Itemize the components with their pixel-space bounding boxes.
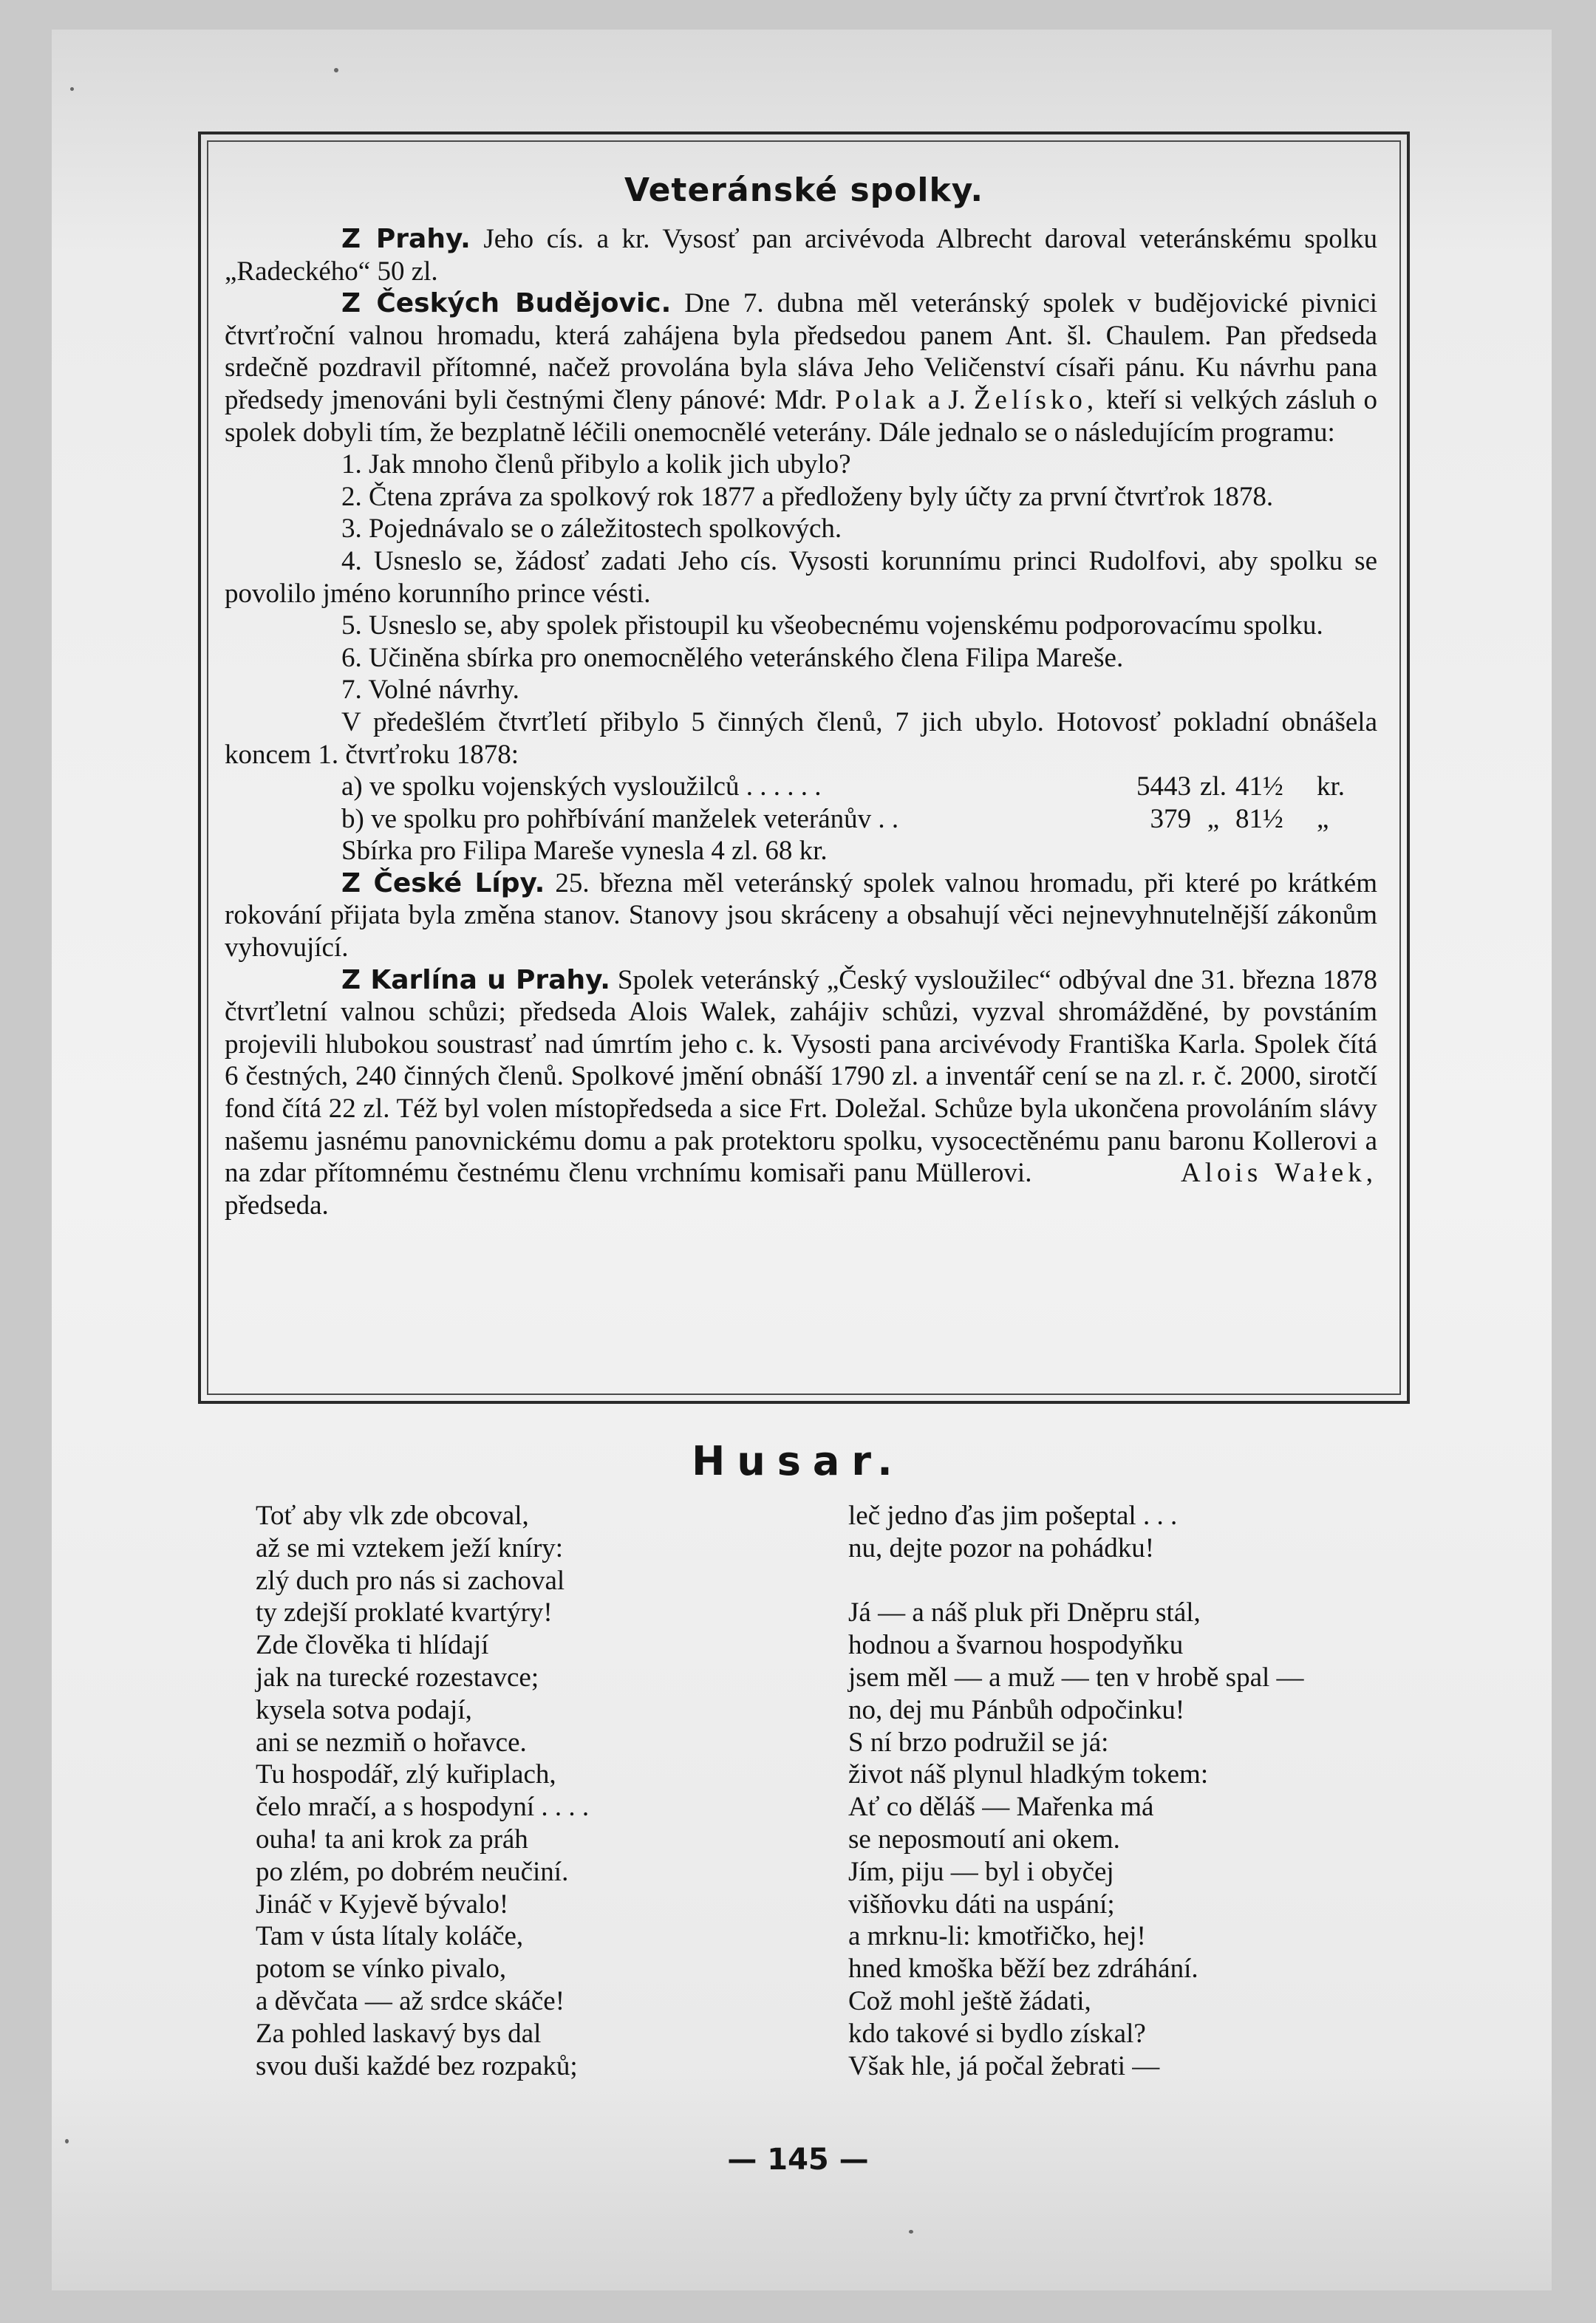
paper-speck — [70, 87, 74, 91]
poem-column-left — [256, 1500, 589, 2082]
program-item: 1. Jak mnoho členů přibylo a kolik jich ubylo? — [341, 449, 851, 480]
poem-line: ouha! ta ani krok za práh — [256, 1824, 528, 1855]
poem-line: no, dej mu Pánbůh odpočinku! — [848, 1694, 1185, 1725]
cash-row — [225, 771, 1377, 803]
cash-summary: V předešlém čtvrťletí přibylo 5 činných členů, 7 jich ubylo. Hotovosť pokladní obnášela koncem 1. čtvrťroku 1878: — [225, 706, 1377, 770]
poem-line: a mrknu-li: kmotřičko, hej! — [848, 1921, 1146, 1952]
report-lipa — [225, 867, 1377, 964]
poem-line: nu, dejte pozor na pohádku! — [848, 1532, 1155, 1563]
program-item: 2. Čtena zpráva za spolkový rok 1877 a předloženy byly účty za první čtvrťrok 1878. — [341, 481, 1274, 512]
poem-line: život náš plynul hladkým tokem: — [848, 1759, 1209, 1790]
cash-currency: „ — [1317, 803, 1329, 834]
poem-line: Tu hospodář, zlý kuřiplach, — [256, 1759, 556, 1790]
poem-line: zlý duch pro nás si zachoval — [256, 1565, 565, 1596]
poem-line: ani se nezmiň o hořavce. — [256, 1727, 527, 1758]
collection-note: Sbírka pro Filipa Mareše vynesla 4 zl. 68 kr. — [341, 836, 828, 867]
poem-line: Tam v ústa lítaly koláče, — [256, 1921, 524, 1952]
poem-line: Však hle, já počal žebrati — — [848, 2050, 1160, 2081]
section-title: Veteránské spolky. — [624, 171, 984, 209]
cash-unit: „ — [1207, 803, 1220, 834]
page-number: — 145 — — [727, 2143, 869, 2177]
poem-line: Já — a náš pluk při Dněpru stál, — [848, 1597, 1201, 1628]
poem-column-right — [848, 1500, 1304, 2082]
poem-line: Což mohl ještě žádati, — [848, 1985, 1091, 2016]
poem-line: jsem měl — a muž — ten v hrobě spal — — [848, 1662, 1304, 1693]
report-text: Spolek veteránský „Český vysloužilec“ odbýval dne 31. března 1878 čtvrťletní valnou schůzi; předseda Alois Walek, zahájiv schůzi, vyzval shromážděné, by povstáním projevili hlubokou soustrasť nad úmrtím jeho c. k. Vysosti pana arcivévody Františka Karla. Spolek čítá 6 čestných, 240 činných členů. Spolkové jmění obnáší 1790 zl. a inventář cení se na zl. r. č. 2000, sirotčí fond čítá 22 zl. Též byl volen místopředseda a sice Frt. Doležal. Schůze byla ukončena provoláním slávy našemu jasnému panovnickému domu a pak protektoru spolku, vysocectěnému panu baronu Kollerovi a na zdar přítomnému čestnému členu vrchnímu komisaři panu Müllerovi. — [225, 964, 1377, 1189]
stanza-break — [848, 1565, 1304, 1597]
report-praha — [225, 223, 1377, 287]
report-text: kteří si velkých zásluh o spolek dobyli tím, že bezplatně léčili onemocnělé veterány. Dále jednalo se o následujícím programu: — [225, 384, 1378, 448]
report-text: a J. — [927, 384, 966, 415]
spaced-name: Polak — [835, 384, 920, 415]
poem-line: potom se vínko pivalo, — [256, 1954, 507, 1985]
signature-name: Alois Wałek, — [1181, 1158, 1377, 1189]
poem-line: hned kmoška běží bez zdráhání. — [848, 1954, 1198, 1985]
poem-line: Jináč v Kyjevě bývalo! — [256, 1889, 509, 1920]
program-item: 4. Usneslo se, žádosť zadati Jeho cís. Vysosti korunnímu princi Rudolfovi, aby spolku se povolilo jméno korunního prince vésti. — [225, 545, 1377, 609]
cash-label: a) ve spolku vojenských vysloužilců . . . . . . — [341, 771, 822, 802]
poem-line: hodnou a švarnou hospodyňku — [848, 1630, 1184, 1661]
program-item: 7. Volné návrhy. — [341, 675, 519, 706]
poem-line: čelo mračí, a s hospodyní . . . . — [256, 1792, 590, 1823]
poem-line: kdo takové si bydlo získal? — [848, 2018, 1146, 2049]
poem-line: Zde člověka ti hlídají — [256, 1630, 489, 1661]
report-text: Jeho cís. a kr. Vysosť pan arcivévoda Albrecht daroval veteránskému spolku „Radeckého“ 50 zl. — [225, 224, 1377, 287]
place-heading: Z Karlína u Prahy. — [341, 964, 610, 995]
poem-line: svou duši každé bez rozpaků; — [256, 2050, 578, 2081]
poem-line: kysela sotva podají, — [256, 1694, 472, 1725]
poem-line: višňovku dáti na uspání; — [848, 1889, 1115, 1920]
cash-currency: kr. — [1317, 771, 1346, 802]
place-heading: Z Českých Budějovic. — [341, 288, 672, 319]
report-budejovice — [225, 287, 1377, 448]
report-text: 25. března měl veteránský spolek valnou hromadu, při které po krátkém rokování přijata byla změna stanov. Stanovy jsou skráceny a obsahují věci nejnevyhnutelnější zákonům vyhovující. — [225, 867, 1378, 963]
poem-line: až se mi vztekem ježí kníry: — [256, 1532, 564, 1563]
poem-line: Toť aby vlk zde obcoval, — [256, 1501, 529, 1531]
cash-label: b) ve spolku pro pohřbívání manželek veteránův . . — [341, 803, 899, 834]
paper-speck — [909, 2230, 913, 2234]
poem-line: jak na turecké rozestavce; — [256, 1662, 539, 1693]
poem-line: Jím, piju — byl i obyčej — [848, 1856, 1114, 1887]
cash-amount: 379 — [1150, 803, 1191, 834]
program-item: 6. Učiněna sbírka pro onemocnělého veteránského člena Filipa Mareše. — [341, 642, 1124, 673]
signature-role: předseda. — [225, 1190, 329, 1221]
paper-speck — [334, 68, 338, 72]
poem-line: se neposmoutí ani okem. — [848, 1824, 1120, 1855]
spaced-name: Želísko, — [973, 384, 1099, 415]
poem-line: a děvčata — až srdce skáče! — [256, 1985, 565, 2016]
cash-fraction: 81½ — [1235, 803, 1283, 834]
cash-unit: zl. — [1200, 771, 1227, 802]
poem-line: S ní brzo podružil se já: — [848, 1727, 1109, 1758]
program-item: 5. Usneslo se, aby spolek přistoupil ku všeobecnému vojenskému podporovacímu spolku. — [341, 610, 1323, 641]
poem-line: Za pohled laskavý bys dal — [256, 2018, 542, 2049]
cash-row — [225, 803, 1377, 836]
poem-line: Ať co děláš — Mařenka má — [848, 1792, 1154, 1823]
place-heading: Z Prahy. — [341, 224, 471, 254]
cash-amount: 5443 — [1136, 771, 1191, 802]
place-heading: Z České Lípy. — [341, 867, 545, 898]
article-body — [225, 223, 1377, 1221]
report-karlin — [225, 964, 1377, 1222]
poem-line: po zlém, po dobrém neučiní. — [256, 1856, 569, 1887]
report-text: Dne 7. dubna měl veteránský spolek v budějovické pivnici čtvrťroční valnou hromadu, která zahájena byla předsedou panem Ant. šl. Chaulem. Pan předseda srdečně pozdravil přítomné, načež provolána byla sláva Jeho Veličenství císaři pánu. Ku návrhu pana předsedy jmenováni byli čestnými členy pánové: Mdr. — [225, 288, 1377, 415]
poem-line: leč jedno ďas jim pošeptal . . . — [848, 1501, 1178, 1531]
program-item: 3. Pojednávalo se o záležitostech spolkových. — [341, 514, 842, 545]
poem-title: Husar. — [692, 1438, 904, 1484]
cash-fraction: 41½ — [1235, 771, 1283, 802]
poem-line: ty zdejší proklaté kvartýry! — [256, 1597, 553, 1628]
